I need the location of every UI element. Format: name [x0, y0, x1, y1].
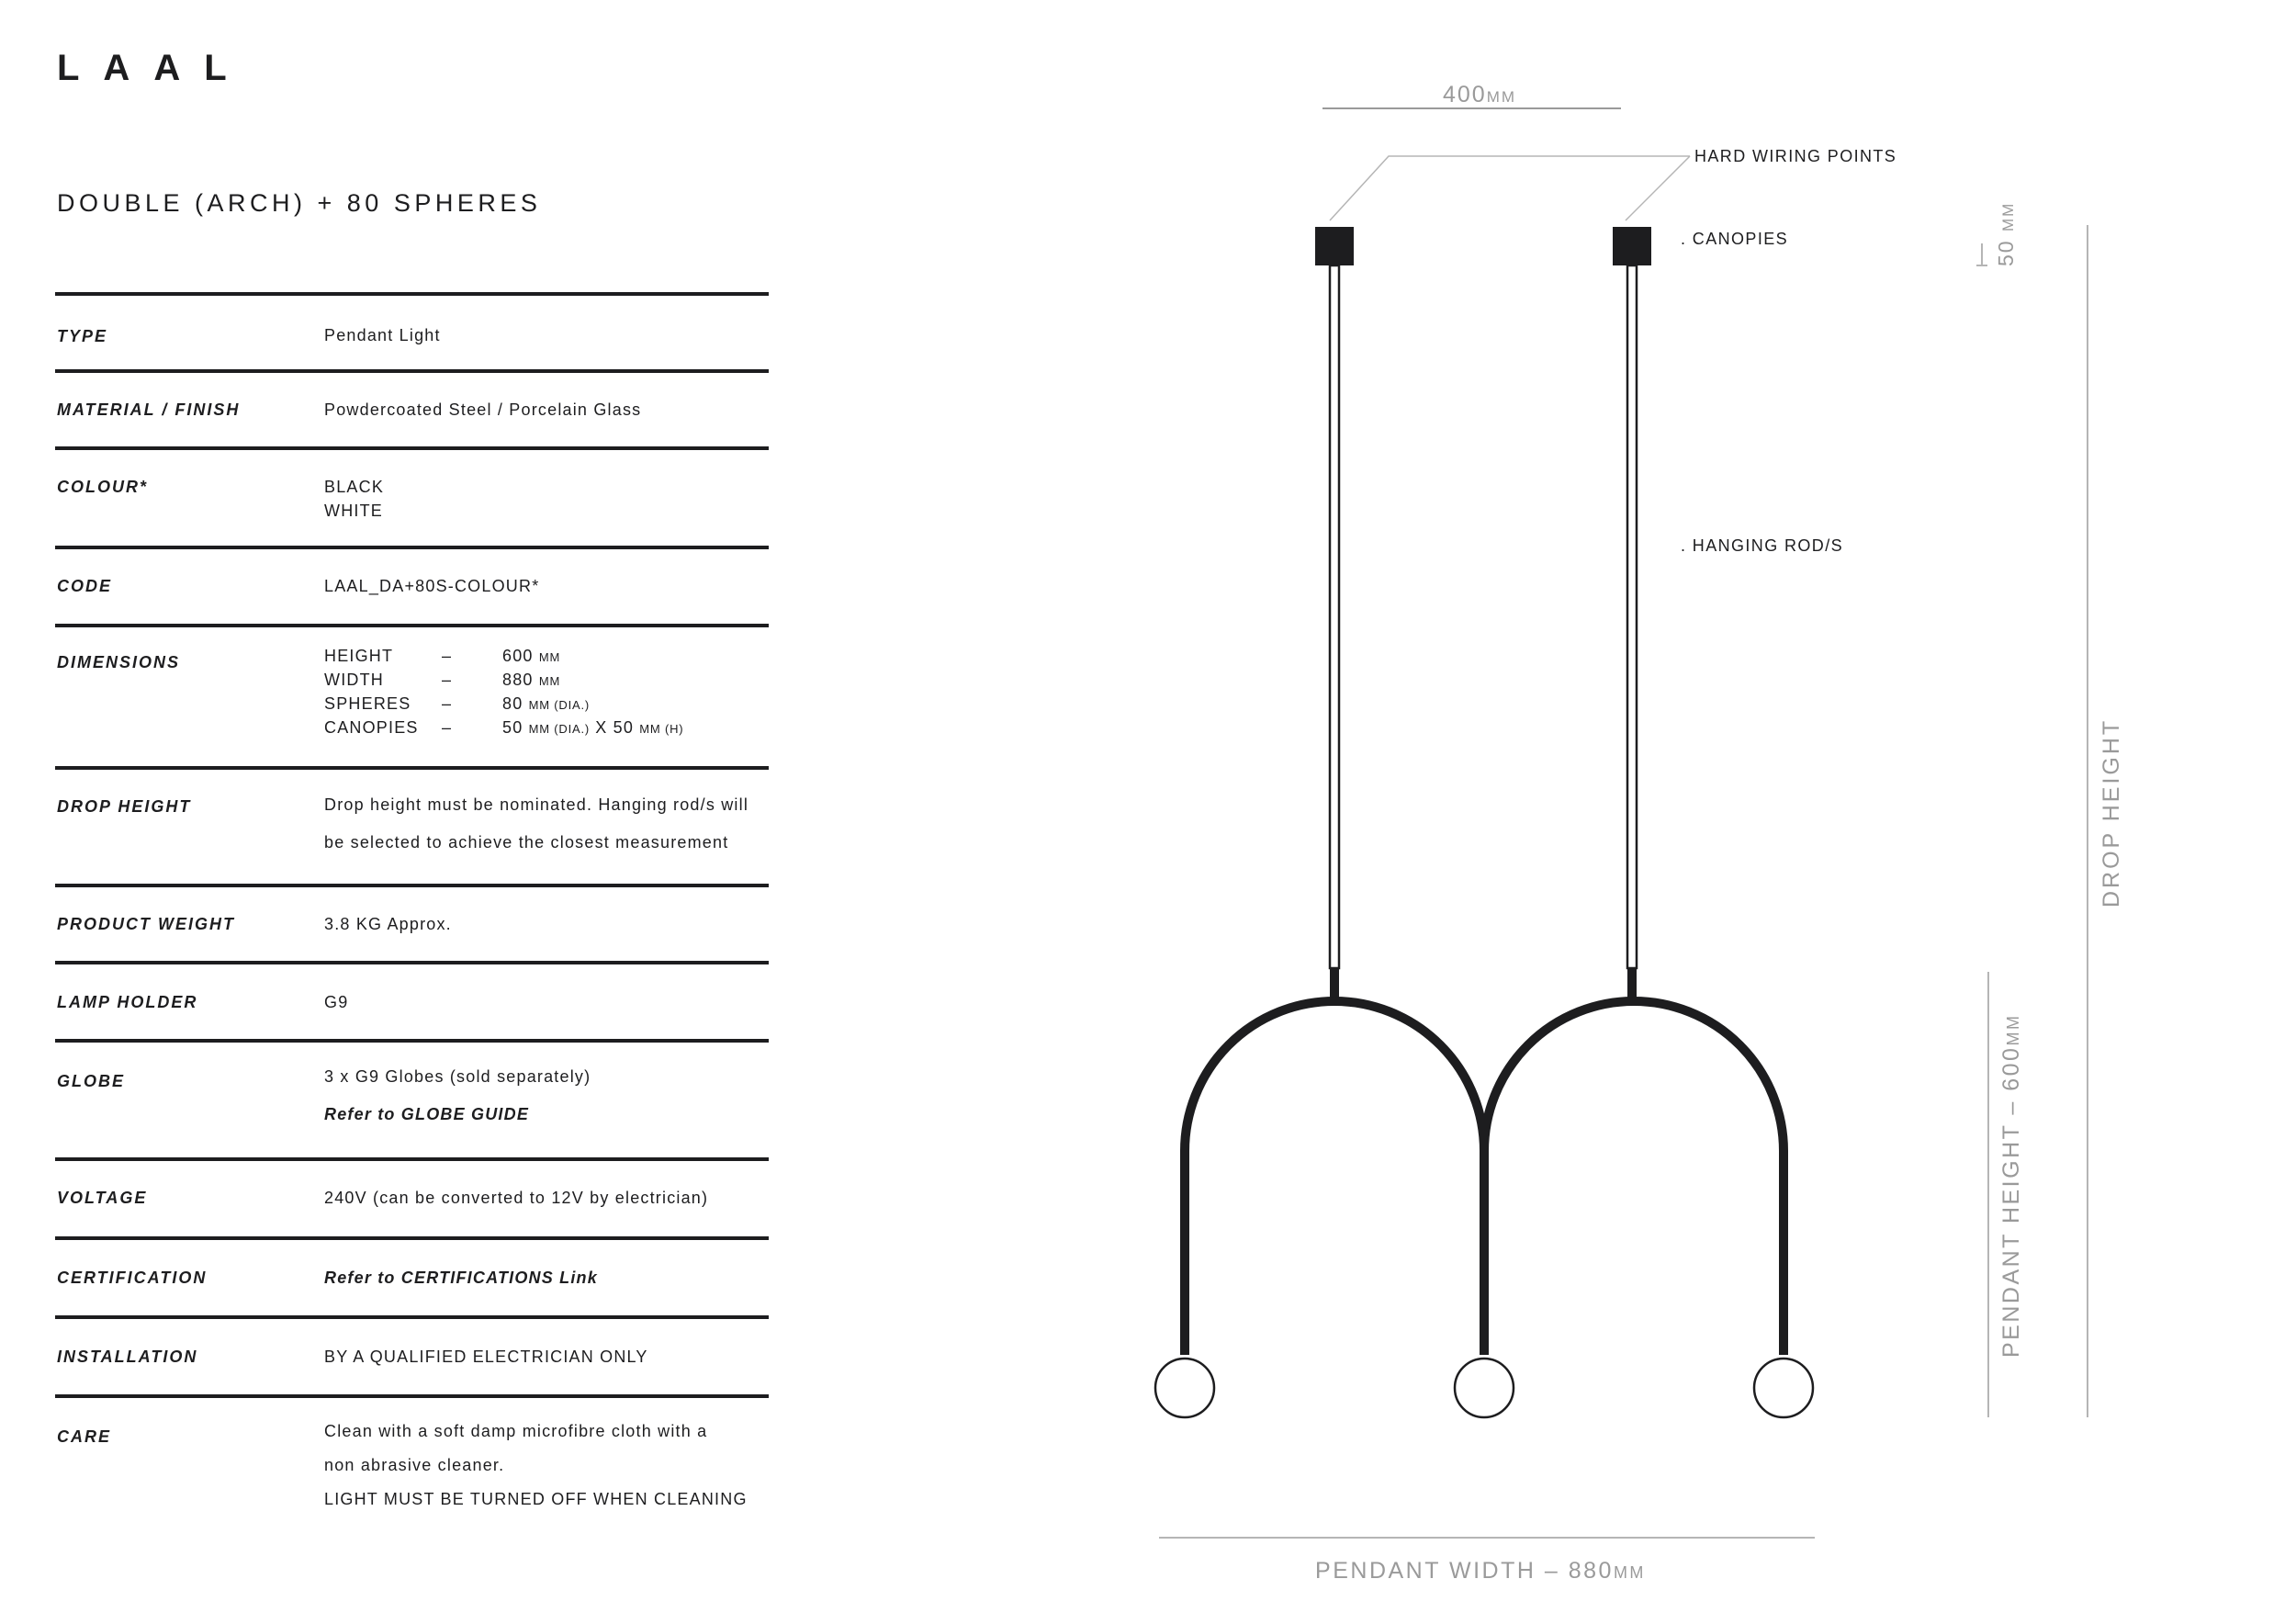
wiring-leader-right	[1626, 156, 1690, 220]
hanging-rod-left	[1330, 265, 1339, 968]
spec-value: 3.8 KG Approx.	[324, 915, 452, 933]
canopy-spacing-label: 400MM	[1442, 82, 1517, 107]
certifications-link[interactable]: Refer to CERTIFICATIONS Link	[324, 1269, 598, 1287]
text-line: Clean with a soft damp microfibre cloth with a	[324, 1422, 708, 1440]
spec-value: 240V (can be converted to 12V by electrician)	[324, 1189, 709, 1207]
spec-label: GLOBE	[57, 1072, 126, 1090]
text-line: Drop height must be nominated. Hanging rod/s will	[324, 795, 749, 814]
spec-label: CODE	[57, 577, 113, 595]
sphere-right	[1754, 1359, 1813, 1417]
dimension-key: SPHERES	[324, 694, 411, 713]
canopy-left	[1315, 227, 1354, 265]
spec-label: CARE	[57, 1427, 112, 1446]
hard-wiring-label: HARD WIRING POINTS	[1694, 147, 1897, 165]
dimension-dash: –	[442, 717, 453, 737]
dimension-key: CANOPIES	[324, 717, 419, 737]
text-line: be selected to achieve the closest measurement	[324, 833, 729, 851]
sphere-left	[1155, 1359, 1214, 1417]
spec-value: Powdercoated Steel / Porcelain Glass	[324, 400, 642, 419]
dimension-value: 80 MM (DIA.)	[502, 694, 591, 713]
spec-value: BY A QUALIFIED ELECTRICIAN ONLY	[324, 1348, 648, 1366]
spec-label: LAMP HOLDER	[57, 993, 198, 1011]
text-line: 3 x G9 Globes (sold separately)	[324, 1067, 591, 1086]
colour-option: WHITE	[324, 502, 383, 520]
spec-label: INSTALLATION	[57, 1348, 198, 1366]
brand-logo: LAAL	[57, 48, 251, 88]
rod-joint-right	[1627, 968, 1637, 999]
dimension-key: HEIGHT	[324, 646, 394, 665]
sphere-middle	[1455, 1359, 1514, 1417]
rod-joint-left	[1330, 968, 1339, 999]
hanging-rod-right	[1627, 265, 1637, 968]
dimension-value: 600 MM	[502, 646, 561, 665]
spec-label: PRODUCT WEIGHT	[57, 915, 235, 933]
spec-label: DIMENSIONS	[57, 653, 181, 671]
dimension-value: 880 MM	[502, 670, 561, 689]
spec-value: LAAL_DA+80S-COLOUR*	[324, 577, 540, 595]
product-title: DOUBLE (ARCH) + 80 SPHERES	[57, 189, 542, 217]
spec-label: COLOUR*	[57, 478, 148, 496]
dimension-key: WIDTH	[324, 670, 384, 689]
dimension-value: 50 MM (DIA.) X 50 MM (H)	[502, 717, 684, 737]
spec-label: MATERIAL / FINISH	[57, 400, 241, 419]
arch-frame	[1185, 1001, 1784, 1355]
spec-value: Pendant Light	[324, 326, 441, 344]
globe-guide-link[interactable]: Refer to GLOBE GUIDE	[324, 1105, 530, 1123]
canopies-label: . CANOPIES	[1681, 230, 1789, 248]
canopy-height-label: 50 MM	[1994, 201, 2018, 266]
text-line: non abrasive cleaner.	[324, 1456, 505, 1474]
dimension-dash: –	[442, 694, 453, 713]
drop-height-label: DROP HEIGHT	[2099, 717, 2124, 908]
hanging-rods-label: . HANGING ROD/S	[1681, 536, 1844, 555]
canopy-right	[1613, 227, 1651, 265]
pendant-width-label: PENDANT WIDTH – 880MM	[1315, 1558, 1646, 1584]
spec-label: TYPE	[57, 327, 108, 345]
spec-label: CERTIFICATION	[57, 1269, 208, 1287]
pendant-height-label: PENDANT HEIGHT – 600MM	[1998, 1013, 2024, 1358]
dimension-dash: –	[442, 646, 453, 665]
colour-option: BLACK	[324, 478, 385, 496]
text-line: LIGHT MUST BE TURNED OFF WHEN CLEANING	[324, 1490, 748, 1508]
spec-label: DROP HEIGHT	[57, 797, 192, 816]
dimension-dash: –	[442, 670, 453, 689]
spec-value: G9	[324, 993, 349, 1011]
spec-label: VOLTAGE	[57, 1189, 148, 1207]
